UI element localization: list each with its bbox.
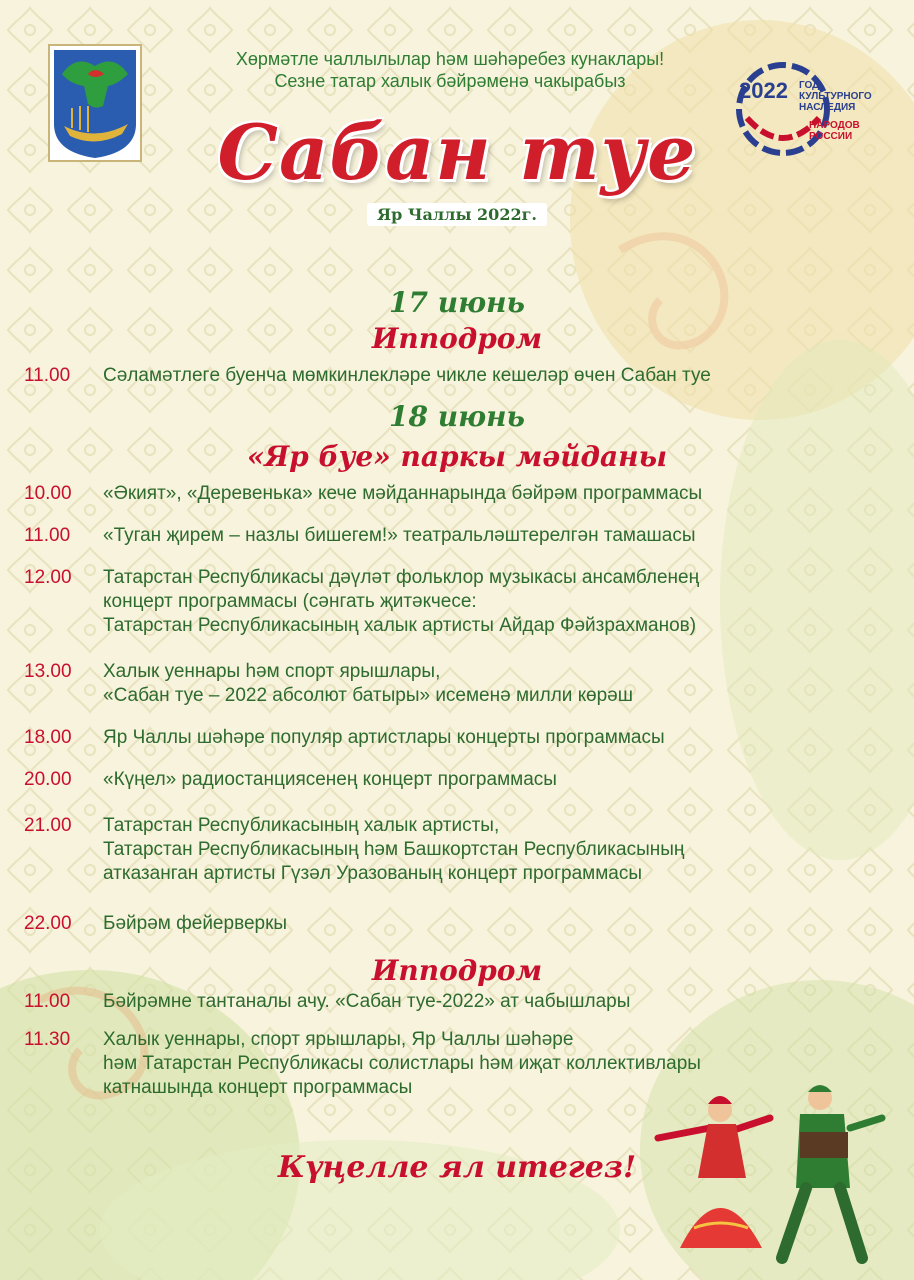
event-time: 21.00 — [24, 815, 72, 836]
event-time: 11.30 — [24, 1029, 71, 1050]
event-text: «Күңел» радиостанциясенең концерт программасы — [103, 769, 557, 790]
day2-place: «Яр буе» паркы мәйданы — [246, 440, 668, 473]
event-time: 22.00 — [24, 913, 72, 934]
greeting — [170, 48, 730, 92]
event-time: 11.00 — [24, 991, 71, 1012]
event-time: 13.00 — [24, 661, 72, 682]
event-text: Татарстан Республикасының халык артисты, Татарстан Республикасының һәм Башкортстан Республикасының атказанган артисты Гүзәл Уразованың концерт программасы — [103, 815, 685, 884]
footer-slogan: Күңелле ял итегез! — [277, 1150, 637, 1185]
greeting-line-1: Хөрмәтле чаллылылар һәм шәһәребез кунаклары! — [235, 49, 665, 69]
event-time: 20.00 — [24, 769, 72, 790]
event-text: Татарстан Республикасы дәүләт фольклор музыкасы ансамбленең концерт программасы (сәнгать җитәкчесе: Татарстан Республикасының халык артисты Айдар Фәйзрахманов) — [103, 567, 700, 636]
event-text: «Әкият», «Деревенька» кече мәйданнарында бәйрәм программасы — [103, 483, 703, 504]
logo-line-4: НАРОДОВ — [809, 120, 860, 131]
event-time: 11.00 — [24, 525, 71, 546]
event-text: Сәламәтлегe буенча мөмкинлекләре чикле кешеләр өчен Сабан туе — [103, 365, 711, 386]
day1-date: 17 июнь — [389, 286, 525, 319]
event-text: Бәйрәм фейерверкы — [103, 913, 288, 934]
logo-line-2: КУЛЬТУРНОГО — [799, 91, 872, 102]
logo-line-3: НАСЛЕДИЯ — [799, 102, 856, 113]
logo-line-1: ГОД — [799, 80, 820, 91]
event-time: 11.00 — [24, 365, 71, 386]
event-time: 12.00 — [24, 567, 72, 588]
day2-date: 18 июнь — [389, 400, 525, 433]
event-text: Яр Чаллы шәһәре популяр артистлары концерты программасы — [103, 727, 665, 748]
day1-place: Ипподром — [371, 322, 543, 355]
logo-line-5: РОССИИ — [809, 131, 853, 142]
page-title: Сабан туе — [217, 108, 697, 197]
dancers-illustration-icon — [650, 1068, 890, 1273]
subtitle-text: Яр Чаллы 2022г. — [367, 203, 547, 226]
event-text: «Туган җирем – назлы бишегем!» театральләштерелгән тамашасы — [103, 525, 696, 546]
greeting-line-2: Сезне татар халык бәйрәменә чакырабыз — [274, 71, 626, 91]
logo-year: 2022 — [739, 78, 788, 103]
event-text: Халык уеннары, спорт ярышлары, Яр Чаллы шәһәре һәм Татарстан Республикасы солистлары һәм иҗат коллективлары катнашында концерт программасы — [103, 1029, 701, 1098]
event-text: Халык уеннары һәм спорт ярышлары, «Сабан туе – 2022 абсолют батыры» исеменә милли көрәш — [103, 661, 633, 706]
page-subtitle — [0, 205, 914, 224]
event-time: 18.00 — [24, 727, 72, 748]
event-text: Бәйрәмне тантаналы ачу. «Сабан туе-2022» ат чабышлары — [103, 991, 631, 1012]
event-time: 10.00 — [24, 483, 72, 504]
hippodrome-title: Ипподром — [371, 954, 543, 987]
